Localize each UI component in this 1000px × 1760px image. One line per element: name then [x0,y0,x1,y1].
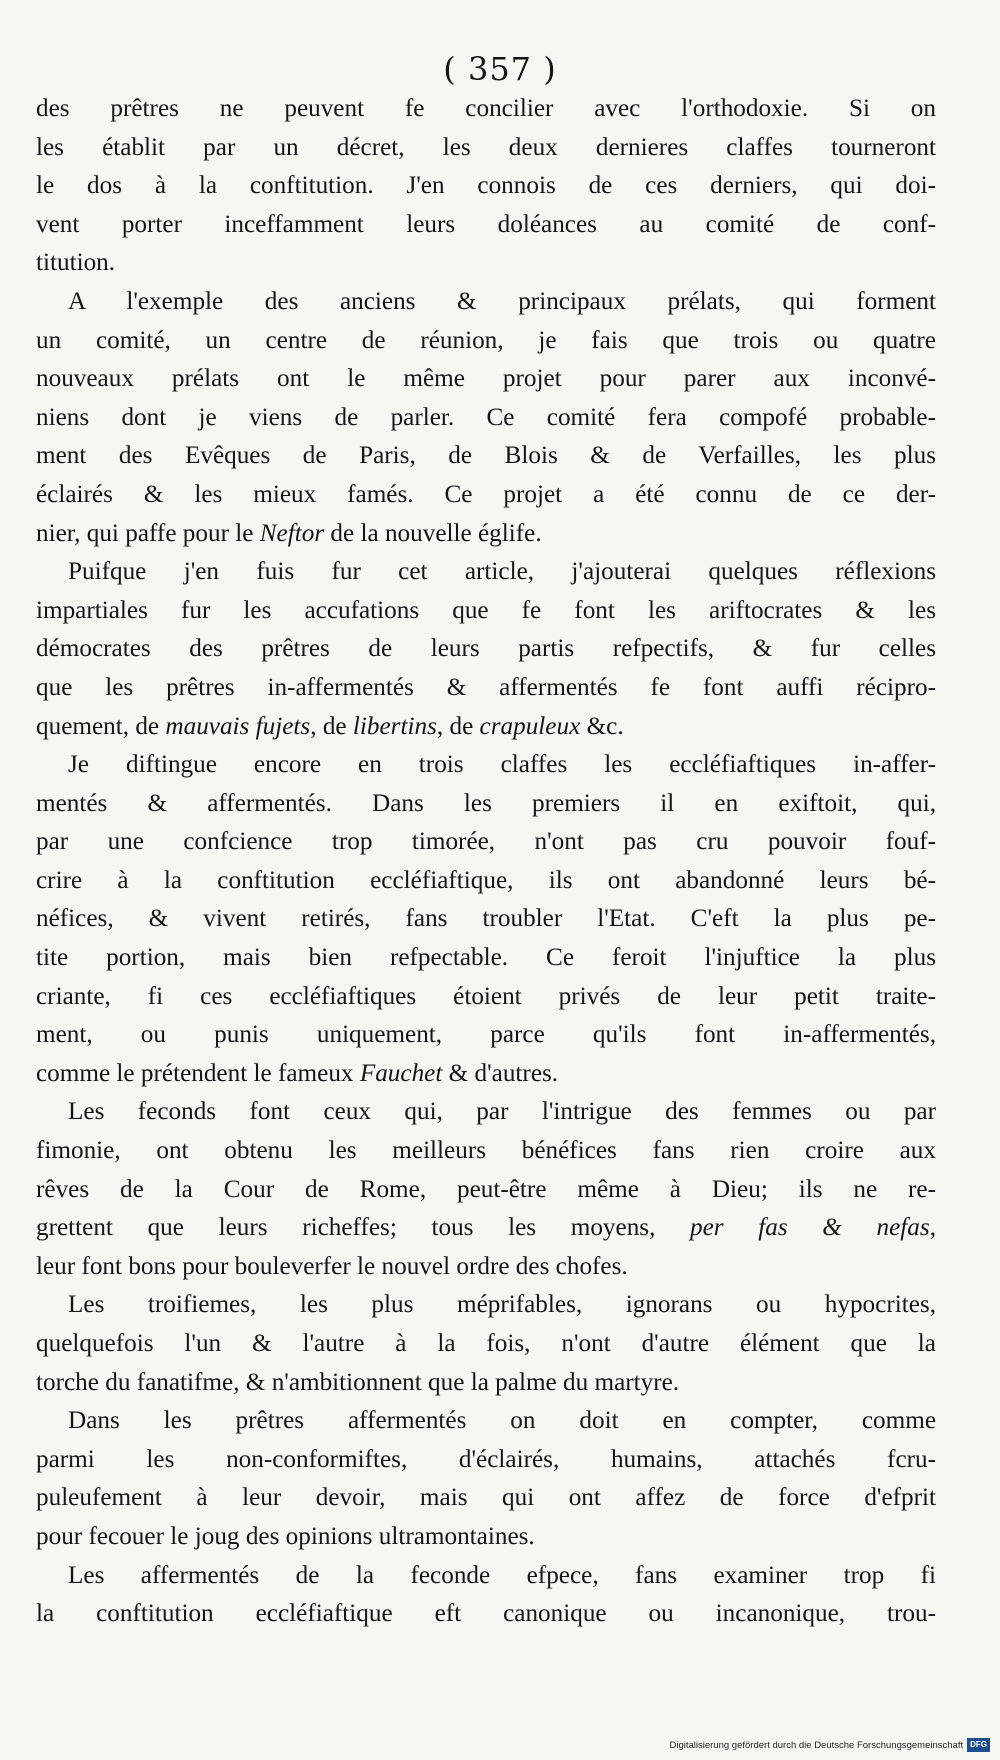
text-line [36,1402,936,1441]
text-segment: Les affermentés de la feconde efpece, fans examiner trop fi [68,1561,936,1589]
text-line [36,1171,936,1210]
text-segment: ment, ou punis uniquement, parce qu'ils font in-affermentés, [36,1021,936,1049]
text-segment: quement, de [36,712,166,740]
italic-text: Neftor [259,519,325,547]
text-line [36,476,936,515]
italic-text: Fauchet [359,1059,443,1087]
text-line [36,630,936,669]
text-line [36,360,936,399]
dfg-logo: DFG [967,1738,990,1752]
text-line [36,862,936,901]
text-segment: les établit par un décret, les deux dernieres claffes tourneront [36,133,936,161]
italic-text: mauvais fujets [165,712,311,740]
text-segment: , [929,1214,936,1242]
text-line [36,515,936,554]
text-line [36,1093,936,1132]
text-line [36,708,936,747]
text-segment: mentés & affermentés. Dans les premiers il en exiftoit, qui, [36,789,936,817]
text-line [36,900,936,939]
text-segment: le dos à la conftitution. J'en connois de ces derniers, qui doi- [36,172,936,200]
text-line [36,553,936,592]
text-segment: , de [436,712,480,740]
text-segment: Les troifiemes, les plus méprifables, ignorans ou hypocrites, [68,1291,936,1319]
text-line [36,283,936,322]
text-segment: tite portion, mais bien refpectable. Ce feroit l'injuftice la plus [36,944,936,972]
text-segment: nier, qui paffe pour le [36,519,260,547]
text-segment: & d'autres. [442,1059,559,1087]
text-line [36,1016,936,1055]
text-segment: titution. [36,249,116,277]
text-line [36,1364,936,1403]
text-line [36,746,936,785]
text-segment: que les prêtres in-affermentés & affermentés fe font auffi récipro- [36,673,936,701]
text-line [36,1518,936,1557]
text-segment: rêves de la Cour de Rome, peut-être même à Dieu; ils ne re- [36,1175,936,1203]
text-line [36,167,936,206]
text-line [36,939,936,978]
text-segment: des prêtres ne peuvent fe concilier avec l'orthodoxie. Si on [36,95,936,122]
text-line [36,592,936,631]
text-segment: la conftitution eccléfiaftique eft canonique ou incanonique, trou- [36,1600,936,1628]
page-number: ( 357 ) [443,50,557,88]
text-line [36,1248,936,1287]
text-segment: criante, fi ces eccléfiaftiques étoient privés de leur petit traite- [36,982,936,1010]
text-segment: par une confcience trop timorée, n'ont pas cru pouvoir fouf- [36,828,936,856]
text-segment: grettent que leurs richeffes; tous les moyens, [36,1214,691,1242]
text-segment: pour fecouer le joug des opinions ultramontaines. [36,1522,535,1550]
text-line [36,823,936,862]
text-line [36,437,936,476]
text-segment: torche du fanatifme, & n'ambitionnent que la palme du martyre. [36,1368,680,1396]
text-line [36,1595,936,1634]
text-segment: vent porter inceffamment leurs doléances au comité de conf- [36,210,936,238]
italic-text: crapuleux [479,712,581,740]
text-segment: &c. [580,712,624,740]
text-segment: leur font bons pour bouleverfer le nouvel ordre des chofes. [36,1252,628,1280]
text-line [36,399,936,438]
text-line [36,1286,936,1325]
text-line [36,978,936,1017]
text-line [36,1132,936,1171]
text-line [36,1209,936,1248]
text-segment: comme le prétendent le fameux [36,1059,360,1087]
text-line [36,1479,936,1518]
text-segment: néfices, & vivent retirés, fans troubler l'Etat. C'eft la plus pe- [36,905,936,933]
text-line [36,1325,936,1364]
text-segment: quelquefois l'un & l'autre à la fois, n'ont d'autre élément que la [36,1330,936,1357]
digitization-credit [670,1738,991,1752]
italic-text: libertins [352,712,437,740]
text-segment: un comité, un centre de réunion, je fais que trois ou quatre [36,326,936,354]
credit-text: Digitalisierung gefördert durch die Deutsche Forschungsgemeinschaft [669,1739,964,1751]
text-segment: A l'exemple des anciens & principaux prélats, qui forment [68,287,936,315]
text-line [36,129,936,168]
text-segment: crire à la conftitution eccléfiaftique, ils ont abandonné leurs bé- [36,866,936,894]
text-segment: Puifque j'en fuis fur cet article, j'ajouterai quelques réflexions [68,558,936,586]
body-text [36,90,936,1634]
text-segment: niens dont je viens de parler. Ce comité fera compofé probable- [36,403,936,431]
text-segment: , de [310,712,353,740]
text-segment: nouveaux prélats ont le même projet pour parer aux inconvé- [36,365,936,393]
text-segment: fimonie, ont obtenu les meilleurs bénéfices fans rien croire aux [36,1137,936,1165]
text-line [36,244,936,283]
text-segment: démocrates des prêtres de leurs partis refpectifs, & fur celles [36,635,936,663]
text-line [36,1055,936,1094]
text-line [36,322,936,361]
text-segment: Dans les prêtres affermentés on doit en compter, comme [68,1407,936,1435]
text-line [36,1557,936,1596]
text-segment: ment des Evêques de Paris, de Blois & de Verfailles, les plus [36,442,936,470]
text-line [36,90,936,129]
text-segment: parmi les non-conformiftes, d'éclairés, humains, attachés fcru- [36,1445,936,1473]
text-line [36,785,936,824]
text-line [36,206,936,245]
text-segment: impartiales fur les accufations que fe font les ariftocrates & les [36,596,936,624]
text-segment: éclairés & les mieux famés. Ce projet a été connu de ce der- [36,480,936,508]
text-line [36,669,936,708]
text-line [36,1441,936,1480]
text-segment: puleufement à leur devoir, mais qui ont affez de force d'efprit [36,1484,936,1512]
text-segment: Les feconds font ceux qui, par l'intrigue des femmes ou par [68,1098,936,1126]
italic-text: per fas & nefas [690,1214,930,1242]
text-segment: de la nouvelle églife. [324,519,542,547]
text-segment: Je diftingue encore en trois claffes les eccléfiaftiques in-affer- [68,751,936,779]
